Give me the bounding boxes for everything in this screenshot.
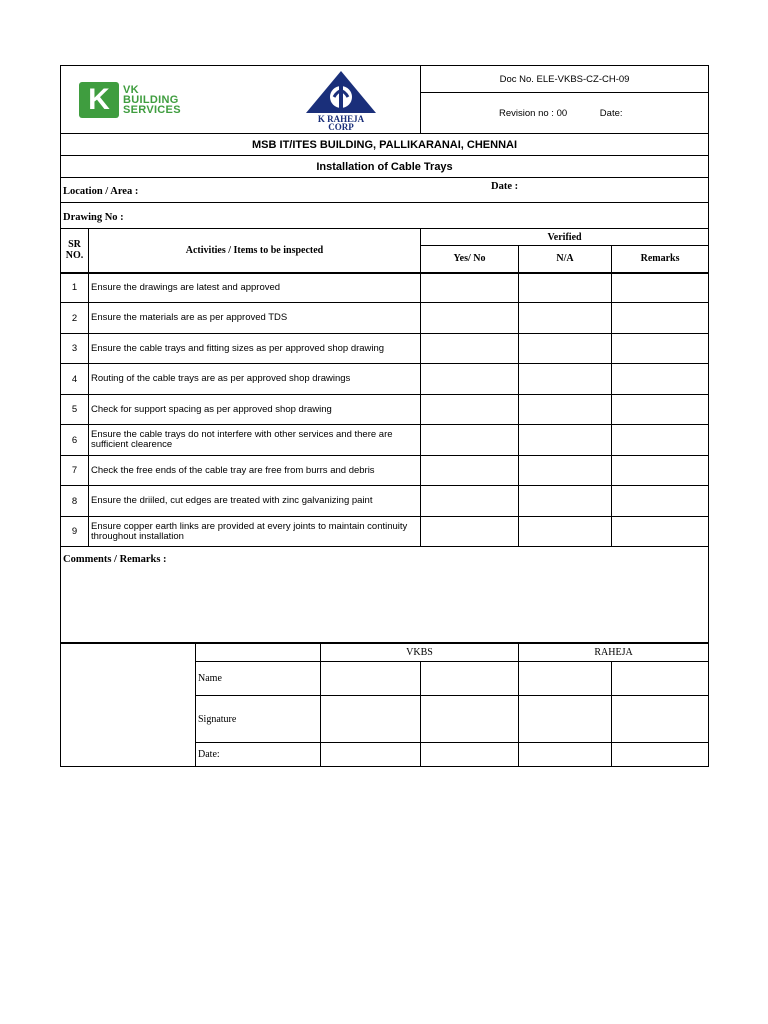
k-raheja-emblem-icon xyxy=(304,69,378,115)
item-number: 3 xyxy=(61,334,89,364)
revision-date-label: Date: xyxy=(599,107,623,119)
yes-no-cell[interactable] xyxy=(421,364,519,395)
signature-label: Signature xyxy=(196,696,321,743)
signoff-blank xyxy=(61,643,196,767)
table-row xyxy=(61,425,709,456)
na-cell[interactable] xyxy=(519,517,612,547)
vk-logo-mark: K xyxy=(79,82,119,118)
table-row xyxy=(61,334,709,364)
signoff-header-blank xyxy=(196,643,321,662)
table-row xyxy=(61,303,709,334)
vkbs-header: VKBS xyxy=(321,643,519,662)
item-text: Ensure copper earth links are provided at every joints to maintain continuity throughout installation xyxy=(89,517,421,547)
vk-logo-line2: BUILDING xyxy=(123,93,179,106)
item-number: 8 xyxy=(61,486,89,517)
project-title: MSB IT/ITES BUILDING, PALLIKARANAI, CHENNAI xyxy=(61,134,709,156)
comments-label: Comments / Remarks : xyxy=(63,554,167,565)
k-raheja-corp-logo xyxy=(304,69,378,131)
vkbs-signature-1[interactable] xyxy=(321,696,421,743)
yes-no-cell[interactable] xyxy=(421,486,519,517)
item-number: 2 xyxy=(61,303,89,334)
comments-box[interactable] xyxy=(61,547,709,643)
remarks-cell[interactable] xyxy=(612,334,709,364)
table-row xyxy=(61,273,709,303)
na-cell[interactable] xyxy=(519,456,612,486)
k-raheja-logo-line1: K RAHEJA xyxy=(317,113,365,124)
signoff-date-label: Date: xyxy=(196,743,321,767)
raheja-signature-2[interactable] xyxy=(612,696,709,743)
location-date-row xyxy=(61,178,709,203)
verified-header: Verified xyxy=(421,229,709,246)
yes-no-header: Yes/ No xyxy=(421,246,519,273)
raheja-name-1[interactable] xyxy=(519,662,612,696)
vk-building-services-logo xyxy=(79,82,181,118)
table-row xyxy=(61,456,709,486)
item-text: Ensure the driiled, cut edges are treated with zinc galvanizing paint xyxy=(89,486,421,517)
yes-no-cell[interactable] xyxy=(421,273,519,303)
vkbs-name-1[interactable] xyxy=(321,662,421,696)
vkbs-signature-2[interactable] xyxy=(421,696,519,743)
date-label: Date : xyxy=(491,181,519,192)
form-title: Installation of Cable Trays xyxy=(61,156,709,178)
location-area-label: Location / Area : xyxy=(63,186,139,197)
item-text: Ensure the cable trays and fitting sizes as per approved shop drawing xyxy=(89,334,421,364)
remarks-cell[interactable] xyxy=(612,364,709,395)
raheja-header: RAHEJA xyxy=(519,643,709,662)
drawing-no-label: Drawing No : xyxy=(63,211,124,223)
vkbs-name-2[interactable] xyxy=(421,662,519,696)
item-number: 6 xyxy=(61,425,89,456)
vkbs-date-1[interactable] xyxy=(321,743,421,767)
logo-cell xyxy=(61,66,421,134)
k-raheja-logo-line2: CORP xyxy=(328,121,354,132)
item-text: Ensure the drawings are latest and approved xyxy=(89,273,421,303)
item-number: 4 xyxy=(61,364,89,395)
na-cell[interactable] xyxy=(519,395,612,425)
raheja-date-1[interactable] xyxy=(519,743,612,767)
table-row xyxy=(61,395,709,425)
item-text: Check for support spacing as per approved shop drawing xyxy=(89,395,421,425)
vk-logo-line1: VK xyxy=(123,83,139,96)
yes-no-cell[interactable] xyxy=(421,303,519,334)
inspection-form xyxy=(60,65,708,767)
table-row xyxy=(61,486,709,517)
item-text: Ensure the cable trays do not interfere with other services and there are sufficient clearence xyxy=(89,425,421,456)
na-cell[interactable] xyxy=(519,273,612,303)
yes-no-cell[interactable] xyxy=(421,456,519,486)
na-cell[interactable] xyxy=(519,334,612,364)
sr-no-header: SR NO. xyxy=(61,229,89,273)
na-cell[interactable] xyxy=(519,364,612,395)
revision-cell xyxy=(421,93,709,134)
raheja-signature-1[interactable] xyxy=(519,696,612,743)
item-number: 5 xyxy=(61,395,89,425)
na-cell[interactable] xyxy=(519,303,612,334)
drawing-row xyxy=(61,203,709,229)
raheja-date-2[interactable] xyxy=(612,743,709,767)
yes-no-cell[interactable] xyxy=(421,517,519,547)
remarks-cell[interactable] xyxy=(612,517,709,547)
remarks-cell[interactable] xyxy=(612,303,709,334)
yes-no-cell[interactable] xyxy=(421,395,519,425)
name-label: Name xyxy=(196,662,321,696)
remarks-cell[interactable] xyxy=(612,456,709,486)
table-row xyxy=(61,517,709,547)
remarks-cell[interactable] xyxy=(612,425,709,456)
table-row xyxy=(61,364,709,395)
remarks-cell[interactable] xyxy=(612,273,709,303)
vk-logo-line3: SERVICES xyxy=(123,103,181,116)
na-cell[interactable] xyxy=(519,486,612,517)
activities-header: Activities / Items to be inspected xyxy=(89,229,421,273)
item-number: 9 xyxy=(61,517,89,547)
doc-number: Doc No. ELE-VKBS-CZ-CH-09 xyxy=(421,66,709,93)
yes-no-cell[interactable] xyxy=(421,425,519,456)
item-text: Ensure the materials are as per approved TDS xyxy=(89,303,421,334)
item-number: 1 xyxy=(61,273,89,303)
item-text: Routing of the cable trays are as per approved shop drawings xyxy=(89,364,421,395)
remarks-cell[interactable] xyxy=(612,486,709,517)
raheja-name-2[interactable] xyxy=(612,662,709,696)
remarks-header: Remarks xyxy=(612,246,709,273)
remarks-cell[interactable] xyxy=(612,395,709,425)
form-table xyxy=(60,65,709,767)
vkbs-date-2[interactable] xyxy=(421,743,519,767)
na-cell[interactable] xyxy=(519,425,612,456)
na-header: N/A xyxy=(519,246,612,273)
yes-no-cell[interactable] xyxy=(421,334,519,364)
checklist-body xyxy=(61,273,709,547)
item-text: Check the free ends of the cable tray are free from burrs and debris xyxy=(89,456,421,486)
item-number: 7 xyxy=(61,456,89,486)
revision-number: Revision no : 00 xyxy=(499,107,568,119)
